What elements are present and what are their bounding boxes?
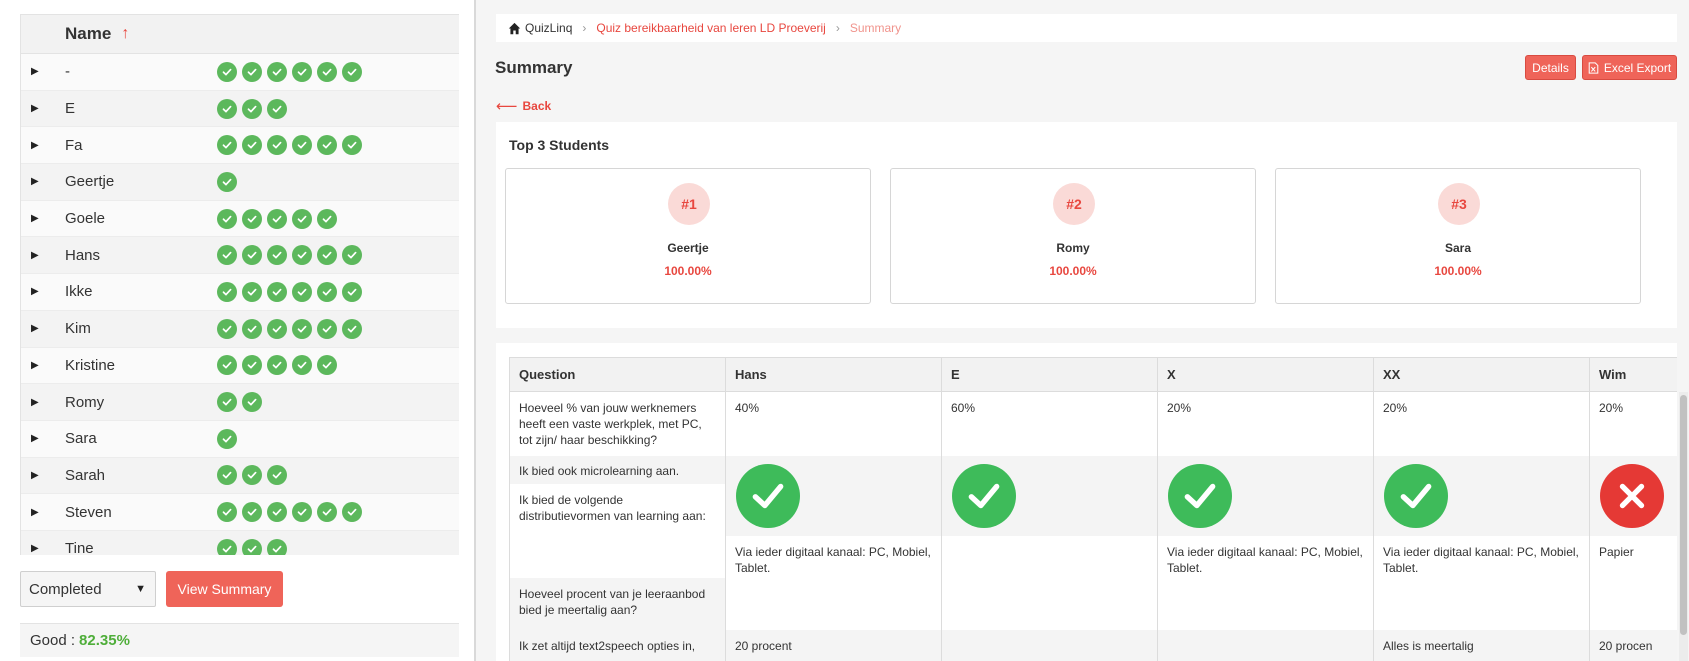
check-circle-icon bbox=[217, 282, 237, 302]
summary-panel bbox=[476, 0, 1689, 661]
rank-student-name: Romy bbox=[1056, 241, 1090, 255]
check-circle-icon bbox=[242, 355, 262, 375]
expand-row-icon[interactable]: ▶ bbox=[31, 506, 39, 518]
check-circle-icon bbox=[217, 209, 237, 229]
check-circle-icon bbox=[242, 99, 262, 119]
check-circle-icon bbox=[342, 502, 362, 522]
check-circle-icon bbox=[292, 209, 312, 229]
table-row[interactable] bbox=[21, 311, 459, 348]
column-header: XX bbox=[1374, 358, 1590, 392]
student-name: Romy bbox=[65, 393, 105, 411]
table-row[interactable] bbox=[21, 494, 459, 531]
rank-card-2 bbox=[890, 168, 1256, 304]
check-circle-icon bbox=[267, 319, 287, 339]
expand-row-icon[interactable]: ▶ bbox=[31, 103, 39, 115]
check-circle-icon bbox=[242, 209, 262, 229]
check-circle-icon bbox=[292, 282, 312, 302]
student-name: - bbox=[65, 63, 70, 81]
check-circle-icon bbox=[292, 62, 312, 82]
expand-row-icon[interactable]: ▶ bbox=[31, 469, 39, 481]
table-row[interactable] bbox=[21, 348, 459, 385]
correct-answers bbox=[217, 282, 362, 302]
back-link[interactable] bbox=[496, 97, 551, 115]
check-circle-icon bbox=[217, 245, 237, 265]
details-button[interactable]: Details bbox=[1525, 55, 1576, 80]
student-name: Steven bbox=[65, 503, 112, 521]
caret-down-icon: ▼ bbox=[135, 583, 146, 595]
check-circle-icon bbox=[342, 245, 362, 265]
answer-cell: 40% bbox=[726, 392, 942, 457]
answer-cell: Alles is meertalig bbox=[1374, 630, 1590, 661]
check-circle-icon bbox=[267, 245, 287, 265]
expand-row-icon[interactable]: ▶ bbox=[31, 176, 39, 188]
answer-cell: Papier bbox=[1590, 536, 1678, 630]
check-circle-icon bbox=[342, 319, 362, 339]
check-circle-icon bbox=[217, 392, 237, 412]
column-header: Hans bbox=[726, 358, 942, 392]
good-label: Good : bbox=[30, 632, 76, 649]
status-filter-value: Completed bbox=[29, 580, 102, 598]
good-score-bar bbox=[20, 623, 459, 657]
expand-row-icon[interactable]: ▶ bbox=[31, 286, 39, 298]
name-column-label: Name bbox=[65, 24, 112, 43]
table-row[interactable] bbox=[21, 54, 459, 91]
table-row[interactable] bbox=[21, 274, 459, 311]
check-circle-icon bbox=[217, 502, 237, 522]
rank-student-name: Geertje bbox=[667, 241, 709, 255]
student-name: Ikke bbox=[65, 283, 93, 301]
table-row bbox=[510, 392, 1678, 457]
rank-badge: #1 bbox=[668, 183, 710, 225]
correct-answers bbox=[217, 465, 287, 485]
answer-cell: Via ieder digitaal kanaal: PC, Mobiel, Tablet. bbox=[1374, 536, 1590, 630]
back-label: Back bbox=[522, 99, 552, 113]
answer-cell: Via ieder digitaal kanaal: PC, Mobiel, Tablet. bbox=[1158, 536, 1374, 630]
student-list-panel bbox=[0, 0, 476, 661]
check-circle-icon bbox=[267, 62, 287, 82]
check-circle-icon bbox=[317, 135, 337, 155]
name-column-header[interactable] bbox=[65, 24, 129, 44]
check-circle-icon bbox=[342, 62, 362, 82]
check-circle-icon bbox=[217, 429, 237, 449]
rank-student-name: Sara bbox=[1444, 241, 1472, 255]
expand-row-icon[interactable]: ▶ bbox=[31, 66, 39, 78]
student-name: Sara bbox=[65, 430, 97, 448]
table-row[interactable] bbox=[21, 237, 459, 274]
question-spacer bbox=[510, 536, 725, 578]
correct-answers bbox=[217, 502, 362, 522]
chevron-right-icon: › bbox=[835, 21, 840, 35]
check-circle-icon bbox=[952, 464, 1016, 528]
check-circle-icon bbox=[317, 502, 337, 522]
correct-answers bbox=[217, 172, 237, 192]
check-circle-icon bbox=[317, 355, 337, 375]
table-row[interactable] bbox=[21, 91, 459, 128]
student-name: Hans bbox=[65, 246, 101, 264]
answer-cell: 20 procent bbox=[726, 630, 942, 661]
chevron-right-icon: › bbox=[582, 21, 587, 35]
question-distribution: Ik bied de volgende distributievormen van learning aan: bbox=[510, 484, 725, 536]
expand-row-icon[interactable]: ▶ bbox=[31, 249, 39, 261]
table-row[interactable] bbox=[21, 201, 459, 238]
student-name: Tine bbox=[65, 540, 94, 555]
table-row bbox=[510, 536, 1678, 630]
rank-student-score: 100.00% bbox=[1434, 264, 1482, 278]
check-circle-icon bbox=[1384, 464, 1448, 528]
answer-cell bbox=[726, 456, 942, 536]
correct-answers bbox=[217, 429, 237, 449]
check-circle-icon bbox=[217, 172, 237, 192]
table-row[interactable] bbox=[21, 458, 459, 495]
check-circle-icon bbox=[292, 502, 312, 522]
student-name: Kim bbox=[65, 320, 91, 338]
check-circle-icon bbox=[267, 465, 287, 485]
answers-card bbox=[496, 343, 1677, 661]
expand-row-icon[interactable]: ▶ bbox=[31, 139, 39, 151]
check-circle-icon bbox=[242, 282, 262, 302]
answer-cell bbox=[942, 536, 1158, 630]
table-row bbox=[510, 456, 1678, 536]
check-circle-icon bbox=[317, 282, 337, 302]
check-circle-icon bbox=[267, 355, 287, 375]
check-circle-icon bbox=[217, 62, 237, 82]
rank-badge: #3 bbox=[1438, 183, 1480, 225]
excel-export-button[interactable] bbox=[1582, 55, 1677, 80]
check-circle-icon bbox=[317, 319, 337, 339]
answers-header-row bbox=[510, 358, 1678, 392]
question-microlearning: Ik bied ook microlearning aan. bbox=[510, 456, 725, 484]
correct-answers bbox=[217, 99, 287, 119]
check-circle-icon bbox=[1168, 464, 1232, 528]
check-circle-icon bbox=[736, 464, 800, 528]
home-icon bbox=[508, 22, 525, 35]
check-circle-icon bbox=[242, 502, 262, 522]
answer-cell bbox=[942, 630, 1158, 661]
check-circle-icon bbox=[242, 135, 262, 155]
check-circle-icon bbox=[242, 62, 262, 82]
top-students-card bbox=[496, 122, 1677, 328]
question-cell: Hoeveel % van jouw werknemers heeft een vaste werkplek, met PC, tot zijn/ haar beschikking? bbox=[510, 392, 726, 457]
answer-cell bbox=[1374, 456, 1590, 536]
good-value: 82.35% bbox=[79, 632, 130, 649]
check-circle-icon bbox=[217, 99, 237, 119]
rank-card-3 bbox=[1275, 168, 1641, 304]
check-circle-icon bbox=[342, 282, 362, 302]
student-name: Kristine bbox=[65, 356, 116, 374]
column-header: X bbox=[1158, 358, 1374, 392]
excel-export-label: Excel Export bbox=[1603, 60, 1672, 75]
arrow-left-icon: ⟵ bbox=[496, 98, 518, 115]
check-circle-icon bbox=[267, 99, 287, 119]
table-row[interactable] bbox=[21, 531, 459, 555]
correct-answers bbox=[217, 392, 262, 412]
correct-answers bbox=[217, 135, 362, 155]
check-circle-icon bbox=[267, 502, 287, 522]
expand-row-icon[interactable]: ▶ bbox=[31, 433, 39, 445]
check-circle-icon bbox=[217, 319, 237, 339]
check-circle-icon bbox=[292, 355, 312, 375]
question-cell: Ik zet altijd text2speech opties in, bbox=[510, 630, 726, 661]
correct-answers bbox=[217, 209, 337, 229]
check-circle-icon bbox=[292, 319, 312, 339]
answer-cell: 20% bbox=[1590, 392, 1678, 457]
table-row[interactable] bbox=[21, 164, 459, 201]
expand-row-icon[interactable]: ▶ bbox=[31, 543, 39, 555]
expand-row-icon[interactable]: ▶ bbox=[31, 323, 39, 335]
top-students-title: Top 3 Students bbox=[509, 137, 610, 153]
check-circle-icon bbox=[317, 62, 337, 82]
check-circle-icon bbox=[217, 135, 237, 155]
answer-cell: 20% bbox=[1158, 392, 1374, 457]
check-circle-icon bbox=[317, 209, 337, 229]
expand-row-icon[interactable]: ▶ bbox=[31, 396, 39, 408]
column-header: Wim bbox=[1590, 358, 1678, 392]
answers-table bbox=[509, 357, 1677, 661]
question-multilingual: Hoeveel procent van je leeraanbod bied je meertalig aan? bbox=[510, 578, 725, 630]
check-circle-icon bbox=[317, 245, 337, 265]
breadcrumb bbox=[496, 14, 1677, 42]
answer-cell bbox=[1158, 456, 1374, 536]
student-table-header bbox=[21, 14, 459, 54]
answer-cell bbox=[1590, 456, 1678, 536]
student-name: Fa bbox=[65, 136, 83, 154]
answer-cell: 20 procen bbox=[1590, 630, 1678, 661]
check-circle-icon bbox=[242, 392, 262, 412]
breadcrumb-home-label: QuizLinq bbox=[525, 21, 573, 35]
table-row[interactable] bbox=[21, 421, 459, 458]
check-circle-icon bbox=[242, 539, 262, 555]
rank-student-score: 100.00% bbox=[1049, 264, 1097, 278]
table-row bbox=[510, 630, 1678, 661]
answer-cell: Via ieder digitaal kanaal: PC, Mobiel, Tablet. bbox=[726, 536, 942, 630]
column-header: E bbox=[942, 358, 1158, 392]
file-excel-icon bbox=[1588, 62, 1604, 74]
expand-row-icon[interactable]: ▶ bbox=[31, 359, 39, 371]
answer-cell bbox=[1158, 630, 1374, 661]
check-circle-icon bbox=[342, 135, 362, 155]
column-header: Question bbox=[510, 358, 726, 392]
check-circle-icon bbox=[267, 539, 287, 555]
answer-cell: 60% bbox=[942, 392, 1158, 457]
check-circle-icon bbox=[217, 539, 237, 555]
student-name: Geertje bbox=[65, 173, 115, 191]
check-circle-icon bbox=[242, 465, 262, 485]
check-circle-icon bbox=[217, 355, 237, 375]
answer-cell bbox=[942, 456, 1158, 536]
student-name: Sarah bbox=[65, 466, 106, 484]
check-circle-icon bbox=[267, 209, 287, 229]
check-circle-icon bbox=[267, 135, 287, 155]
page-title: Summary bbox=[495, 58, 573, 77]
breadcrumb-home[interactable] bbox=[508, 21, 572, 35]
question-cell bbox=[510, 456, 726, 536]
rank-card-1 bbox=[505, 168, 871, 304]
correct-answers bbox=[217, 355, 337, 375]
check-circle-icon bbox=[267, 282, 287, 302]
arrow-up-icon[interactable]: ↑ bbox=[121, 25, 130, 42]
breadcrumb-current: Summary bbox=[849, 21, 902, 35]
student-name: Goele bbox=[65, 210, 106, 228]
check-circle-icon bbox=[242, 319, 262, 339]
student-rows bbox=[21, 54, 459, 555]
table-row[interactable] bbox=[21, 127, 459, 164]
status-filter-select[interactable] bbox=[20, 571, 156, 607]
table-row[interactable] bbox=[21, 384, 459, 421]
check-circle-icon bbox=[242, 245, 262, 265]
correct-answers bbox=[217, 319, 362, 339]
check-circle-icon bbox=[217, 465, 237, 485]
answer-cell: 20% bbox=[1374, 392, 1590, 457]
check-circle-icon bbox=[292, 245, 312, 265]
correct-answers bbox=[217, 245, 362, 265]
view-summary-button[interactable]: View Summary bbox=[166, 571, 283, 607]
table-scrollbar-thumb[interactable] bbox=[1680, 395, 1687, 635]
x-circle-icon bbox=[1600, 464, 1664, 528]
correct-answers bbox=[217, 539, 287, 555]
rank-student-score: 100.00% bbox=[664, 264, 712, 278]
rank-badge: #2 bbox=[1053, 183, 1095, 225]
question-cell bbox=[510, 536, 726, 630]
student-name: E bbox=[65, 100, 76, 118]
check-circle-icon bbox=[292, 135, 312, 155]
expand-row-icon[interactable]: ▶ bbox=[31, 213, 39, 225]
breadcrumb-quiz-link[interactable]: Quiz bereikbaarheid van leren LD Proeverij bbox=[596, 21, 826, 35]
student-table bbox=[20, 14, 459, 555]
correct-answers bbox=[217, 62, 362, 82]
